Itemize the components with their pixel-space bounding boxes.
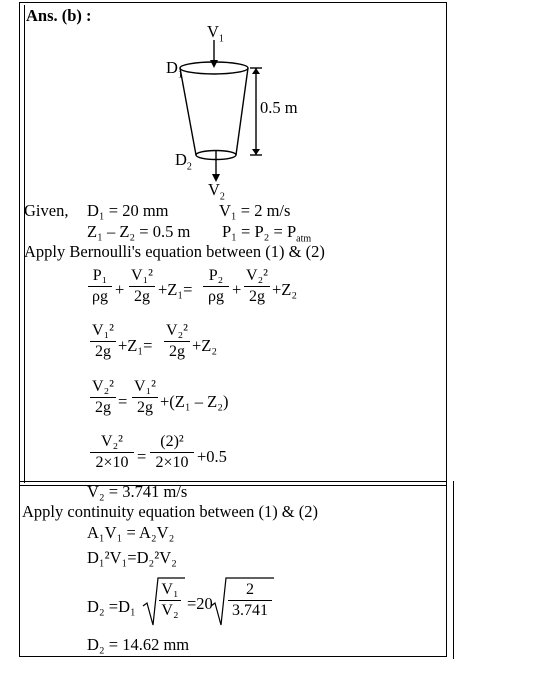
given-label: Given, (24, 201, 69, 220)
continuity-eq2: D₁²V₁=D₂²V₂ (87, 548, 177, 567)
given-z: Z₁ – Z₂ = 0.5 m (87, 222, 191, 241)
v2-result: V₂ = 3.741 m/s (87, 482, 188, 501)
d1-label: $D_1$ (166, 58, 183, 81)
bernoulli-heading: Apply Bernoulli's equation between (1) & (2) (24, 242, 325, 261)
continuity-heading: Apply continuity equation between (1) & (2) (22, 502, 319, 521)
given-v1: V₁ = 2 m/s (219, 201, 291, 220)
answer-heading: Ans. (b) : (26, 6, 92, 25)
height-label: 0.5 m (260, 98, 298, 117)
given-p: $P_1 = P_2 = P_{atm}$ (222, 222, 312, 245)
d2-result: D₂ = 14.62 mm (87, 635, 190, 654)
v2-label: $V_2$ (208, 180, 225, 203)
given-d1: D₁ = 20 mm (87, 201, 169, 220)
d2-label: $D_2$ (175, 150, 192, 173)
continuity-eq1: A₁V₁ = A₂V₂ (87, 523, 175, 542)
v1-label: $V_1$ (207, 22, 224, 45)
